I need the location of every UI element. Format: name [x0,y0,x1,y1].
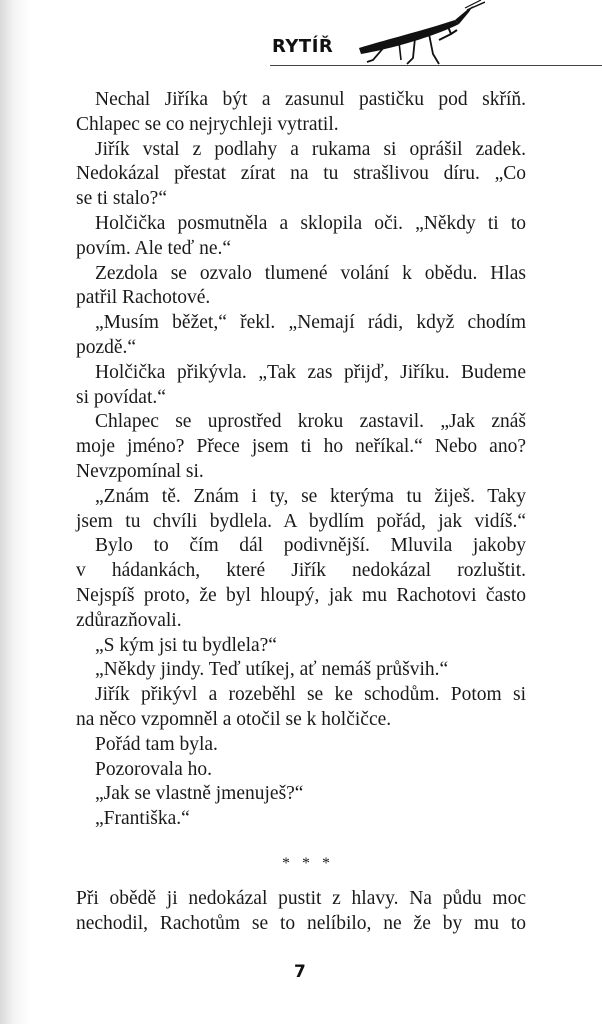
text-line: Zezdola se ozvalo tlumené volání k obědu. Hlas [95,262,526,284]
text-line: Bylo to čím dál podivnější. Mluvila jakoby [95,535,526,557]
text-line: „Znám tě. Znám i ty, se kterýma tu žiješ. Taky [95,485,526,507]
text-line: Chlapec se uprostřed kroku zastavil. „Jak znáš [95,411,526,433]
text-line: v hádankách, které Jiřík nedokázal rozluštit. [76,560,526,582]
text-line: „Musím běžet,“ řekl. „Nemají rádi, když chodím [95,312,526,334]
text-line: „S kým jsi tu bydlela?“ [95,634,277,656]
text-line: Jiřík vstal z podlahy a rukama si oprášil zadek. [95,138,526,160]
text-line: „Františka.“ [95,808,190,830]
text-line: se ti stalo?“ [76,188,167,210]
text-line: Nedokázal přestat zírat na tu strašlivou díru. „Co [76,163,526,185]
text-line: „Jak se vlastně jmenuješ?“ [95,783,304,805]
text-line: jsem tu chvíli bydlela. A bydlím pořád, jak vidíš.“ [76,510,526,532]
text-line: zdůrazňovali. [76,609,182,631]
page-number: 7 [294,962,306,982]
body-text-continued [76,886,526,936]
text-line: Nevzpomínal si. [76,460,204,482]
text-line: Pořád tam byla. [95,733,218,755]
text-line: Chlapec se co nejrychleji vytratil. [76,113,339,135]
mantis-icon [355,0,485,70]
chapter-title: RYTÍŘ [272,36,334,57]
text-line: moje jméno? Přece jsem ti ho neříkal.“ Nebo ano? [76,436,526,458]
text-line: povím. Ale teď ne.“ [76,237,232,259]
text-line: patřil Rachotové. [76,287,211,309]
text-line: nechodil, Rachotům se to nelíbilo, ne že by mu to [76,912,526,934]
text-line: Pozorovala ho. [95,758,212,780]
section-break: * * * [282,855,334,872]
text-line: na něco vzpomněl a otočil se k holčičce. [76,708,392,730]
text-line: Při obědě ji nedokázal pustit z hlavy. Na půdu moc [76,888,526,909]
text-line: Nejspíš proto, že byl hloupý, jak mu Rachotovi často [76,584,526,606]
text-line: Jiřík přikývl a rozeběhl se ke schodům. Potom si [95,684,526,706]
text-line: „Někdy jindy. Teď utíkej, ať nemáš průšvih.“ [95,659,449,681]
text-line: pozdě.“ [76,336,137,358]
text-line: si povídat.“ [76,386,166,408]
text-line: Holčička přikývla. „Tak zas přijď, Jiříku. Budeme [95,361,526,383]
text-line: Nechal Jiříka být a zasunul pastičku pod skříň. [95,89,526,110]
text-line: Holčička posmutněla a sklopila oči. „Někdy ti to [95,212,526,234]
body-text [76,88,526,832]
